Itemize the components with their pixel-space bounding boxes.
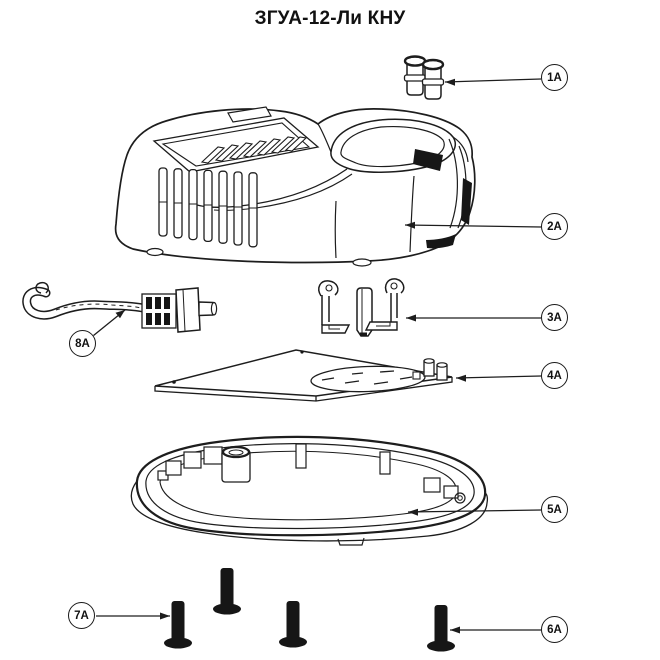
screw-2 [213,568,241,615]
part-top-housing [116,107,475,266]
callout-6a: 6A [541,616,568,643]
screw-3 [279,601,307,648]
leader-4a [456,376,541,378]
part-circuit-board [155,350,452,401]
side-vent-slots [159,168,257,247]
callout-2a: 2A [541,213,568,240]
callout-1a: 1A [541,64,568,91]
part-contact-bracket-set [319,279,404,336]
part-terminal-pin-pair [405,56,444,99]
leader-1a [445,79,541,82]
part-screws [164,568,455,652]
part-bottom-housing [131,437,487,545]
callout-4a: 4A [541,362,568,389]
foot-center [353,259,371,266]
callout-7a: 7A [68,602,95,629]
foot-left [147,249,163,256]
callout-5a: 5A [541,496,568,523]
screw-1 [164,601,192,649]
screw-4 [427,605,455,652]
plug-body [176,288,200,332]
part-power-cord [27,283,217,332]
callout-3a: 3A [541,304,568,331]
callout-8a: 8A [69,330,96,357]
page-title: ЗГУА-12-Ли КНУ [254,8,406,29]
